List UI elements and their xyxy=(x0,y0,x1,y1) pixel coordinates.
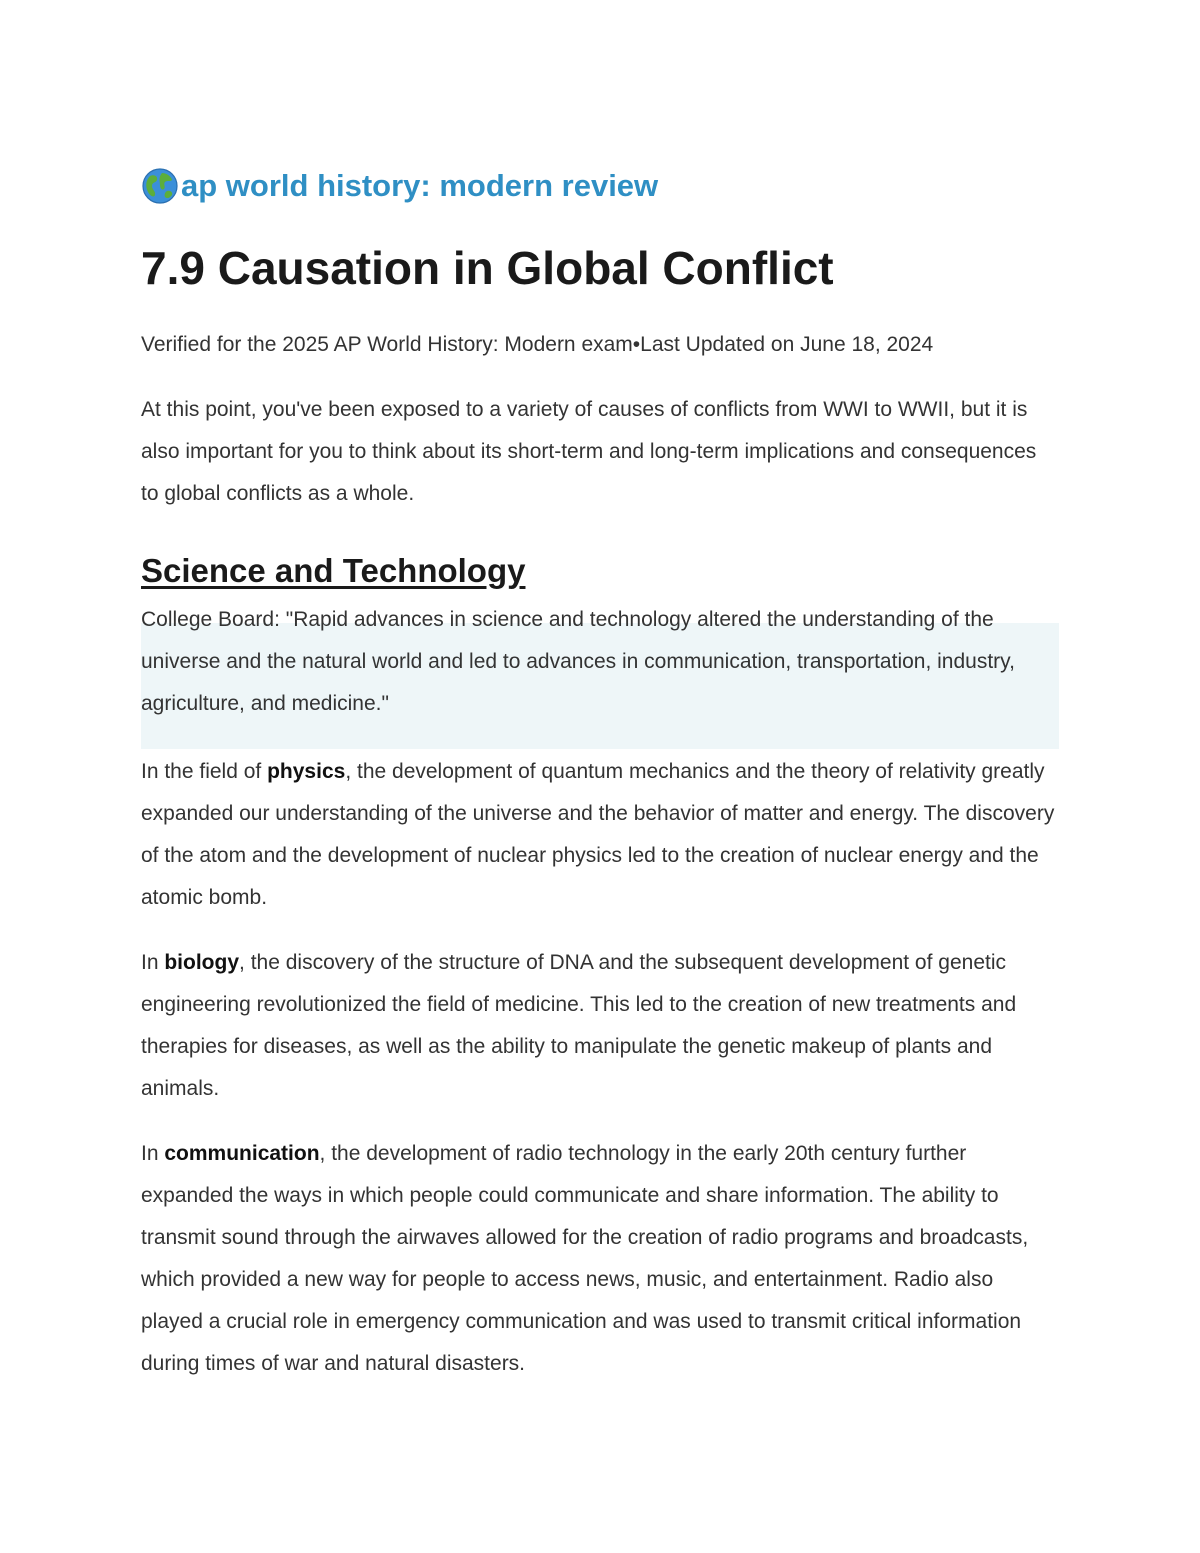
communication-paragraph xyxy=(141,1133,1059,1385)
globe-icon xyxy=(141,167,179,205)
key-term-communication: communication xyxy=(164,1142,320,1165)
physics-paragraph xyxy=(141,751,1059,919)
verification-meta: Verified for the 2025 AP World History: Modern exam•Last Updated on June 18, 2024 xyxy=(141,333,934,356)
paragraph-body: , the discovery of the structure of DNA and the subsequent development of genetic engineering revolutionized the field of medicine. This led to the creation of new treatments and therapies for diseases, as well as the ability to manipulate the genetic makeup of plants and animals. xyxy=(141,951,1017,1100)
paragraph-body: , the development of quantum mechanics and the theory of relativity greatly expanded our understanding of the universe and the behavior of matter and energy. The discovery of the atom and the development of nuclear physics led to the creation of nuclear energy and the atomic bomb. xyxy=(141,760,1055,909)
quote-text: College Board: "Rapid advances in science and technology altered the understanding of the universe and the natural world and led to advances in communication, transportation, industry, agriculture, and medicine." xyxy=(141,608,1015,715)
paragraph-lead: In xyxy=(141,951,165,974)
key-term-physics: physics xyxy=(267,760,346,783)
intro-paragraph: At this point, you've been exposed to a variety of causes of conflicts from WWI to WWII, but it is also important for you to think about its short-term and long-term implications and consequences to global conflicts as a whole. xyxy=(141,398,1037,505)
paragraph-lead: In the field of xyxy=(141,760,268,783)
paragraph-body: , the development of radio technology in the early 20th century further expanded the ways in which people could communicate and share information. The ability to transmit sound through the airwaves allowed for the creation of radio programs and broadcasts, which provided a new way for people to access news, music, and entertainment. Radio also played a crucial role in emergency communication and was used to transmit critical information during times of war and natural disasters. xyxy=(141,1142,1029,1375)
course-link-label: ap world history: modern review xyxy=(181,168,659,203)
document-page xyxy=(141,160,1059,1385)
paragraph-lead: In xyxy=(141,1142,165,1165)
college-board-quote xyxy=(141,599,1059,749)
section-heading: Science and Technology xyxy=(141,552,526,589)
course-link[interactable] xyxy=(141,160,1059,212)
key-term-biology: biology xyxy=(164,951,240,974)
biology-paragraph xyxy=(141,942,1059,1110)
page-title: 7.9 Causation in Global Conflict xyxy=(141,242,834,294)
